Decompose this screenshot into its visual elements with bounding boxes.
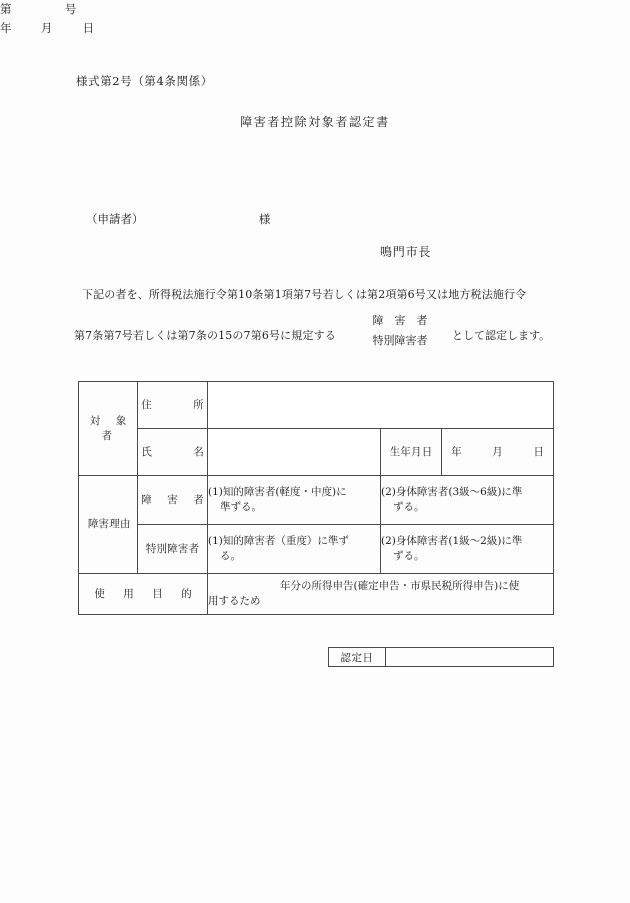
label-date-of-birth: 生年月日: [381, 429, 442, 476]
approval-date-box: [328, 647, 554, 667]
table-row-subject-address: [79, 382, 554, 429]
disabled-option-a-head: (1)知的障害者(軽度・中度)に: [208, 486, 347, 498]
table-row-reason-disabled: [79, 476, 554, 525]
body-paragraph-line-1: 下記の者を、所得税法施行令第10条第1項第7号若しくは第2項第6号又は地方税法施行令: [82, 288, 527, 301]
disabled-option-b-tail: ずる。: [393, 501, 425, 513]
purpose-text-head: 年分の所得申告(確定申告・市県民税所得申告)に使: [280, 580, 520, 592]
issue-number-date-block: [0, 0, 630, 38]
disabled-option-a-tail: 準ずる。: [220, 501, 262, 513]
cell-disabled-option-a[interactable]: [208, 476, 381, 525]
special-disabled-option-a-head: (1)知的障害者（重度）に準ず: [208, 535, 349, 547]
label-special-disabled-person: 特別障害者: [138, 525, 208, 574]
disability-type-choice-stack: [352, 311, 448, 351]
label-name: 氏 名: [138, 429, 208, 476]
field-address[interactable]: [208, 382, 554, 429]
special-disabled-option-a-tail: る。: [220, 550, 241, 562]
label-address: 住 所: [138, 382, 208, 429]
applicant-label: （申請者）: [86, 212, 144, 226]
purpose-text-tail: 用するため: [208, 595, 261, 607]
body-paragraph-line-2: 第7条第7号若しくは第7条の15の7第6号に規定する: [74, 329, 336, 342]
cell-special-disabled-option-b[interactable]: [381, 525, 554, 574]
dob-month-label: 月: [492, 445, 503, 458]
special-disabled-option-b-tail: ずる。: [393, 550, 425, 562]
certification-table: [78, 381, 554, 615]
issue-date-day: 日: [82, 21, 95, 35]
field-name[interactable]: [208, 429, 381, 476]
special-disabled-option-b-head: (2)身体障害者(1級〜2級)に準: [381, 535, 523, 547]
issue-number-suffix: 号: [64, 2, 77, 16]
label-disabled-person: 障 害 者: [138, 476, 208, 525]
issue-date-month: 月: [40, 21, 53, 35]
label-approval-date: 認定日: [329, 648, 386, 667]
dob-day-label: 日: [533, 445, 544, 458]
table-row-reason-special-disabled: [79, 525, 554, 574]
field-purpose-of-use[interactable]: [208, 574, 554, 615]
form-number: 様式第2号（第4条関係）: [76, 74, 213, 88]
issue-number-row: [0, 0, 630, 19]
issue-date-row: [0, 19, 630, 38]
field-date-of-birth[interactable]: [442, 429, 554, 476]
applicant-honorific: 様: [258, 212, 271, 226]
choice-special-disabled-person[interactable]: 特別障害者: [372, 334, 428, 347]
table-row-subject-name: [79, 429, 554, 476]
issue-number-prefix: 第: [0, 2, 12, 16]
issue-date-year: 年: [0, 21, 12, 35]
cell-special-disabled-option-a[interactable]: [208, 525, 381, 574]
row-label-subject: 対 象 者: [79, 382, 138, 476]
field-approval-date[interactable]: [386, 648, 554, 667]
table-row-purpose: [79, 574, 554, 615]
approval-date-row: [329, 648, 554, 667]
body-paragraph-tail: として認定します。: [452, 329, 551, 342]
issuer-name: 鳴門市長: [380, 245, 432, 259]
applicant-line: [86, 211, 270, 227]
row-label-disability-reason: 障害理由: [79, 476, 138, 574]
dob-year-label: 年: [451, 445, 462, 458]
disabled-option-b-head: (2)身体障害者(3級〜6級)に準: [381, 486, 523, 498]
cell-disabled-option-b[interactable]: [381, 476, 554, 525]
document-title: 障害者控除対象者認定書: [240, 115, 390, 129]
label-purpose-of-use: 使 用 目 的: [79, 574, 208, 615]
choice-disabled-person[interactable]: 障 害 者: [372, 314, 428, 327]
